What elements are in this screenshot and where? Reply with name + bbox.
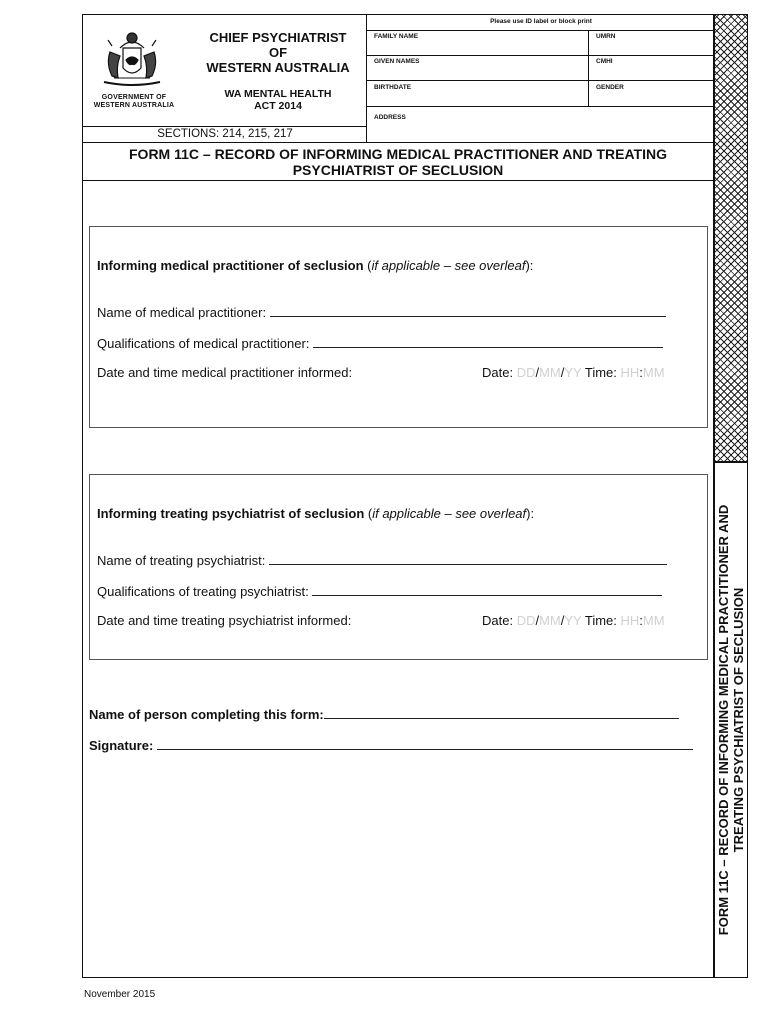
heading-close: ): <box>525 258 534 273</box>
gender-field[interactable]: GENDER <box>596 84 624 91</box>
medical-name-label: Name of medical practitioner: <box>97 305 270 320</box>
person-completing-input[interactable] <box>324 706 679 719</box>
side-title-line1: FORM 11C – RECORD OF INFORMING MEDICAL PRACTITIONER AND <box>716 504 731 936</box>
header-divider <box>366 14 367 130</box>
date-slash: / <box>560 365 565 380</box>
heading-italic: if applicable – see overleaf <box>371 258 526 273</box>
heading-open: ( <box>364 506 373 521</box>
date-slash: / <box>535 365 540 380</box>
medical-practitioner-section <box>89 226 708 428</box>
title-line1: CHIEF PSYCHIATRIST <box>209 30 347 45</box>
id-col-rule <box>588 30 589 106</box>
medical-name-row <box>97 304 666 320</box>
time-minute[interactable]: MM <box>642 613 665 628</box>
act-line1: WA MENTAL HEALTH <box>224 88 332 100</box>
wa-crest-logo <box>92 26 172 96</box>
date-month[interactable]: MM <box>539 365 561 380</box>
person-completing-label: Name of person completing this form: <box>89 707 324 722</box>
heading-italic: if applicable – see overleaf <box>372 506 527 521</box>
date-day[interactable]: DD <box>516 613 536 628</box>
medical-section-heading <box>97 258 533 273</box>
heading-bold: Informing treating psychiatrist of seclusion <box>97 506 365 521</box>
title-bottom-rule <box>82 180 714 181</box>
side-form-title <box>716 470 746 970</box>
form-title-line1: FORM 11C – RECORD OF INFORMING MEDICAL PRACTITIONER AND TREATING <box>129 146 667 162</box>
cmhi-field[interactable]: CMHI <box>596 58 613 65</box>
title-line2: OF <box>268 45 288 60</box>
act-title <box>190 88 366 112</box>
time-minute[interactable]: MM <box>642 365 665 380</box>
treating-psychiatrist-section <box>89 474 708 660</box>
time-colon: : <box>639 365 643 380</box>
given-names-field[interactable]: GIVEN NAMES <box>374 58 420 65</box>
date-label: Date: <box>482 365 517 380</box>
date-slash: / <box>560 613 565 628</box>
medical-date-time-input[interactable] <box>482 365 665 380</box>
time-hour[interactable]: HH <box>620 613 640 628</box>
time-label: Time: <box>581 613 621 628</box>
family-name-field[interactable]: FAMILY NAME <box>374 33 419 40</box>
signature-row <box>89 737 693 753</box>
birthdate-field[interactable]: BIRTHDATE <box>374 84 412 91</box>
hatched-margin <box>714 14 748 462</box>
time-hour[interactable]: HH <box>620 365 640 380</box>
id-label-instruction: Please use ID label or block print <box>490 18 592 25</box>
date-year[interactable]: YY <box>564 613 582 628</box>
date-day[interactable]: DD <box>516 365 536 380</box>
psychiatrist-name-label: Name of treating psychiatrist: <box>97 553 269 568</box>
sections-reference: SECTIONS: 214, 215, 217 <box>157 128 293 140</box>
medical-qualifications-row <box>97 335 663 351</box>
act-line2: ACT 2014 <box>254 100 302 112</box>
psychiatrist-name-input[interactable] <box>269 552 667 565</box>
government-label-line1: GOVERNMENT OF <box>101 94 167 101</box>
chief-psychiatrist-title <box>190 30 366 75</box>
date-label: Date: <box>482 613 517 628</box>
sections-top-rule <box>82 126 367 127</box>
footer-date: November 2015 <box>84 989 156 1000</box>
signature-label: Signature: <box>89 738 157 753</box>
medical-qualifications-label: Qualifications of medical practitioner: <box>97 336 314 351</box>
date-slash: / <box>535 613 540 628</box>
person-completing-row <box>89 706 679 722</box>
id-row-rule <box>366 80 714 81</box>
id-row-rule <box>366 106 714 107</box>
address-divider <box>366 126 367 143</box>
medical-qualifications-input[interactable] <box>313 335 663 348</box>
date-month[interactable]: MM <box>539 613 561 628</box>
form-title <box>84 146 712 178</box>
title-line3: WESTERN AUSTRALIA <box>206 60 350 75</box>
form-title-line2: PSYCHIATRIST OF SECLUSION <box>292 162 504 178</box>
medical-name-input[interactable] <box>270 304 666 317</box>
medical-datetime-label: Date and time medical practitioner informed: <box>97 365 353 380</box>
heading-open: ( <box>363 258 372 273</box>
side-title-line2: TREATING PSYCHIATRIST OF SECLUSION <box>731 587 746 853</box>
psychiatrist-name-row <box>97 552 667 568</box>
heading-bold: Informing medical practitioner of seclusion <box>97 258 364 273</box>
header-bottom-rule <box>82 142 714 143</box>
psychiatrist-qualifications-label: Qualifications of treating psychiatrist: <box>97 584 313 599</box>
psychiatrist-date-time-input[interactable] <box>482 613 665 628</box>
psychiatrist-section-heading <box>97 506 534 521</box>
psychiatrist-qualifications-row <box>97 583 662 599</box>
government-label <box>88 94 180 110</box>
address-field[interactable]: ADDRESS <box>374 114 406 121</box>
government-label-line2: WESTERN AUSTRALIA <box>93 102 175 109</box>
heading-close: ): <box>526 506 535 521</box>
psychiatrist-datetime-label: Date and time treating psychiatrist informed: <box>97 613 352 628</box>
time-label: Time: <box>581 365 621 380</box>
id-row-rule <box>366 30 714 31</box>
umrn-field[interactable]: UMRN <box>596 33 616 40</box>
signature-input[interactable] <box>157 737 693 750</box>
date-year[interactable]: YY <box>564 365 582 380</box>
id-row-rule <box>366 55 714 56</box>
psychiatrist-qualifications-input[interactable] <box>312 583 662 596</box>
time-colon: : <box>639 613 643 628</box>
